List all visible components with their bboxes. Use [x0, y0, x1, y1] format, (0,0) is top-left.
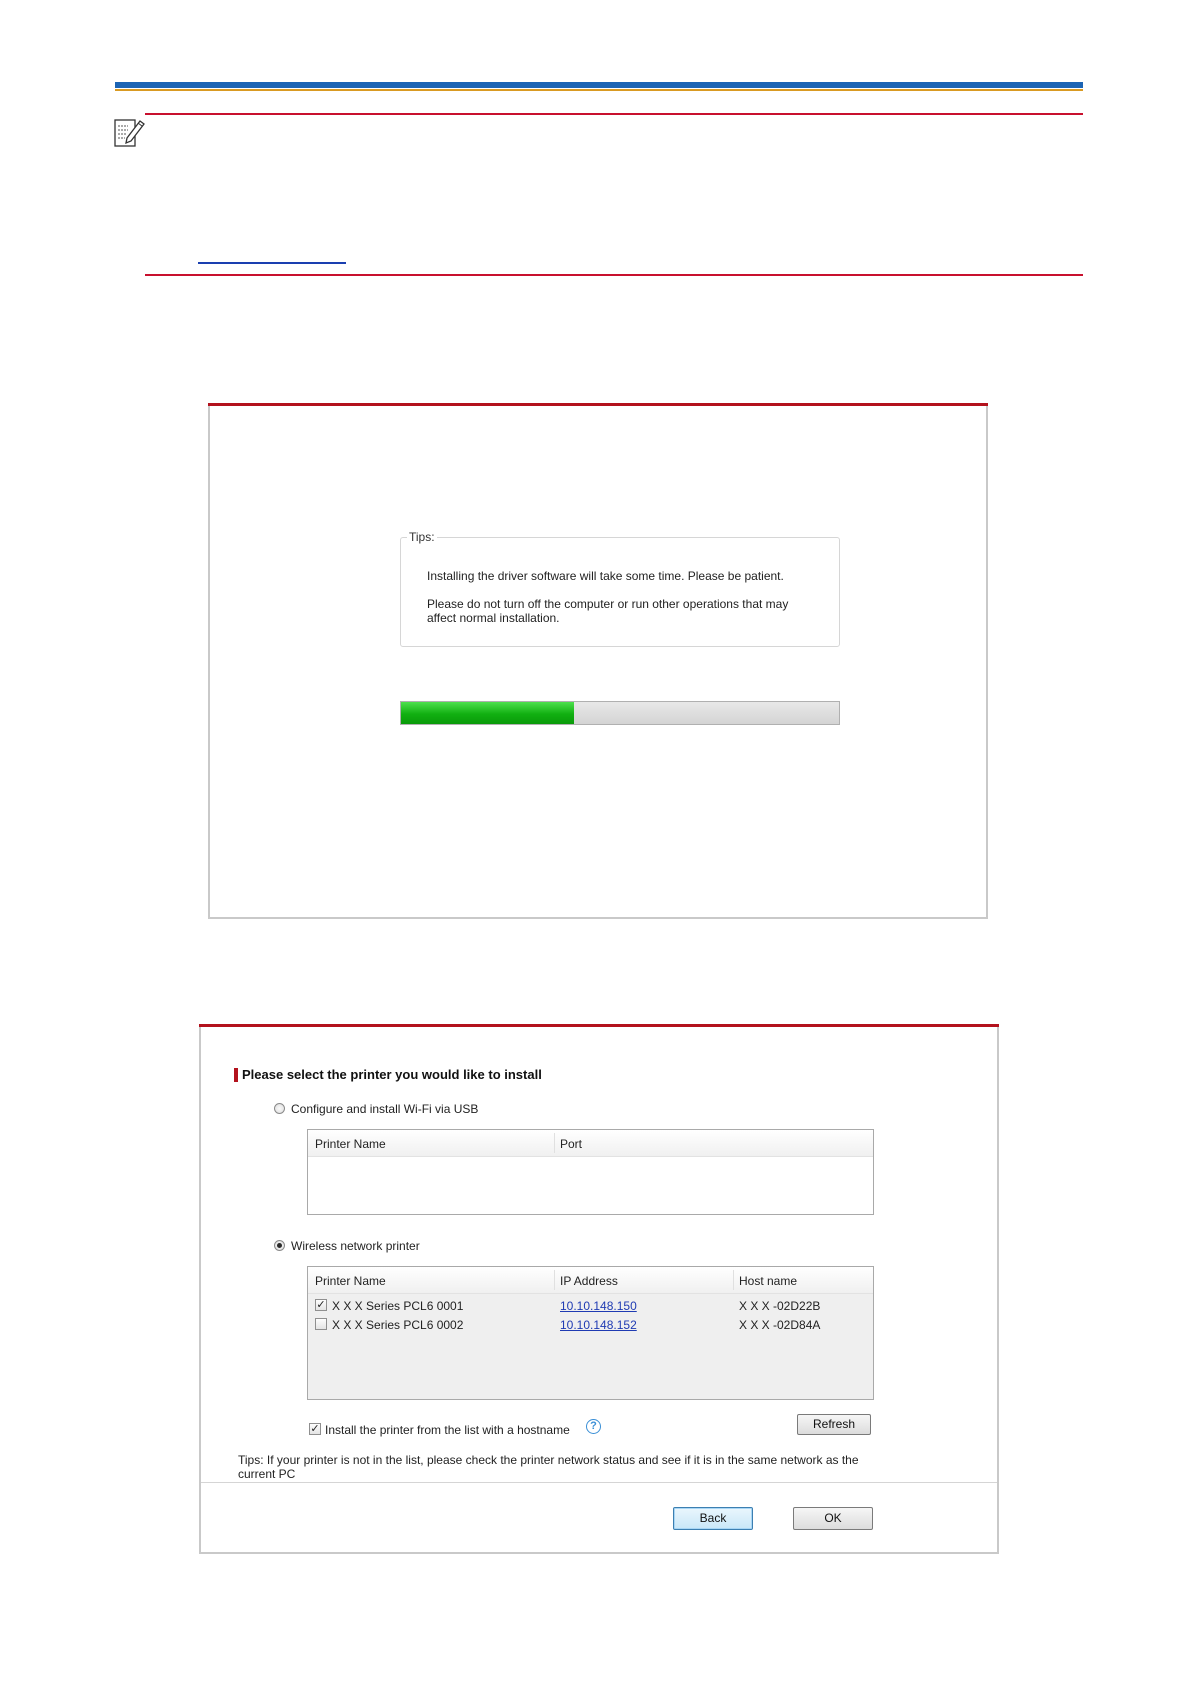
help-icon[interactable]: ? — [586, 1419, 601, 1434]
tips-legend: Tips: — [409, 530, 435, 544]
install-progress-bar — [400, 701, 840, 725]
hostname-checkbox-label[interactable]: Install the printer from the list with a hostname — [325, 1423, 570, 1437]
refresh-button[interactable]: Refresh — [797, 1414, 871, 1435]
printer-ip-link[interactable]: 10.10.148.152 — [560, 1318, 637, 1332]
select-printer-dialog — [199, 1024, 999, 1554]
usb-option-label[interactable]: Configure and install Wi-Fi via USB — [291, 1102, 479, 1116]
printer-host: X X X -02D84A — [739, 1318, 821, 1332]
dialog-accent-bar — [199, 1024, 999, 1027]
tip-line-1: Installing the driver software will take some time. Please be patient. — [427, 569, 784, 583]
printer-ip-link[interactable]: 10.10.148.150 — [560, 1299, 637, 1313]
col-port: Port — [560, 1137, 583, 1151]
install-progress-dialog — [208, 403, 988, 919]
printer-name: X X X Series PCL6 0002 — [332, 1318, 464, 1332]
col-host-name: Host name — [739, 1274, 798, 1288]
row-checkbox[interactable]: ✓ — [316, 1299, 326, 1311]
note-link-underline[interactable] — [198, 262, 346, 264]
title-accent-bar — [234, 1068, 238, 1082]
col-ip-address: IP Address — [560, 1274, 618, 1288]
tips-text-line-2: current PC — [238, 1467, 296, 1481]
tip-line-2a: Please do not turn off the computer or run other operations that may — [427, 597, 789, 611]
header-rule-blue — [115, 82, 1083, 88]
table-header — [308, 1267, 873, 1294]
note-rule-top — [145, 113, 1083, 115]
tips-group-box — [400, 530, 840, 647]
printer-name: X X X Series PCL6 0001 — [332, 1299, 464, 1313]
hostname-checkbox[interactable]: ✓ — [310, 1423, 320, 1435]
table-header — [308, 1130, 873, 1157]
note-pencil-icon — [113, 116, 145, 148]
col-printer-name: Printer Name — [315, 1274, 386, 1288]
progress-bar-fill — [401, 702, 574, 724]
usb-printer-table — [307, 1129, 874, 1215]
ok-button[interactable]: OK — [793, 1507, 873, 1530]
dialog-title: Please select the printer you would like to install — [242, 1067, 542, 1082]
wireless-radio[interactable] — [274, 1240, 285, 1251]
footer-separator — [201, 1482, 997, 1483]
dialog-accent-bar — [208, 403, 988, 406]
network-printer-table — [307, 1266, 874, 1400]
header-rule-gold — [115, 89, 1083, 91]
usb-radio[interactable] — [274, 1103, 285, 1114]
tip-line-2b: affect normal installation. — [427, 611, 560, 625]
wireless-option-label[interactable]: Wireless network printer — [291, 1239, 420, 1253]
col-printer-name: Printer Name — [315, 1137, 386, 1151]
note-rule-bottom — [145, 274, 1083, 276]
printer-host: X X X -02D22B — [739, 1299, 821, 1313]
tips-text-line-1: Tips: If your printer is not in the list, please check the printer network status and see if it is in the same network as the — [238, 1453, 859, 1467]
row-checkbox[interactable] — [315, 1318, 327, 1330]
back-button[interactable]: Back — [673, 1507, 753, 1530]
